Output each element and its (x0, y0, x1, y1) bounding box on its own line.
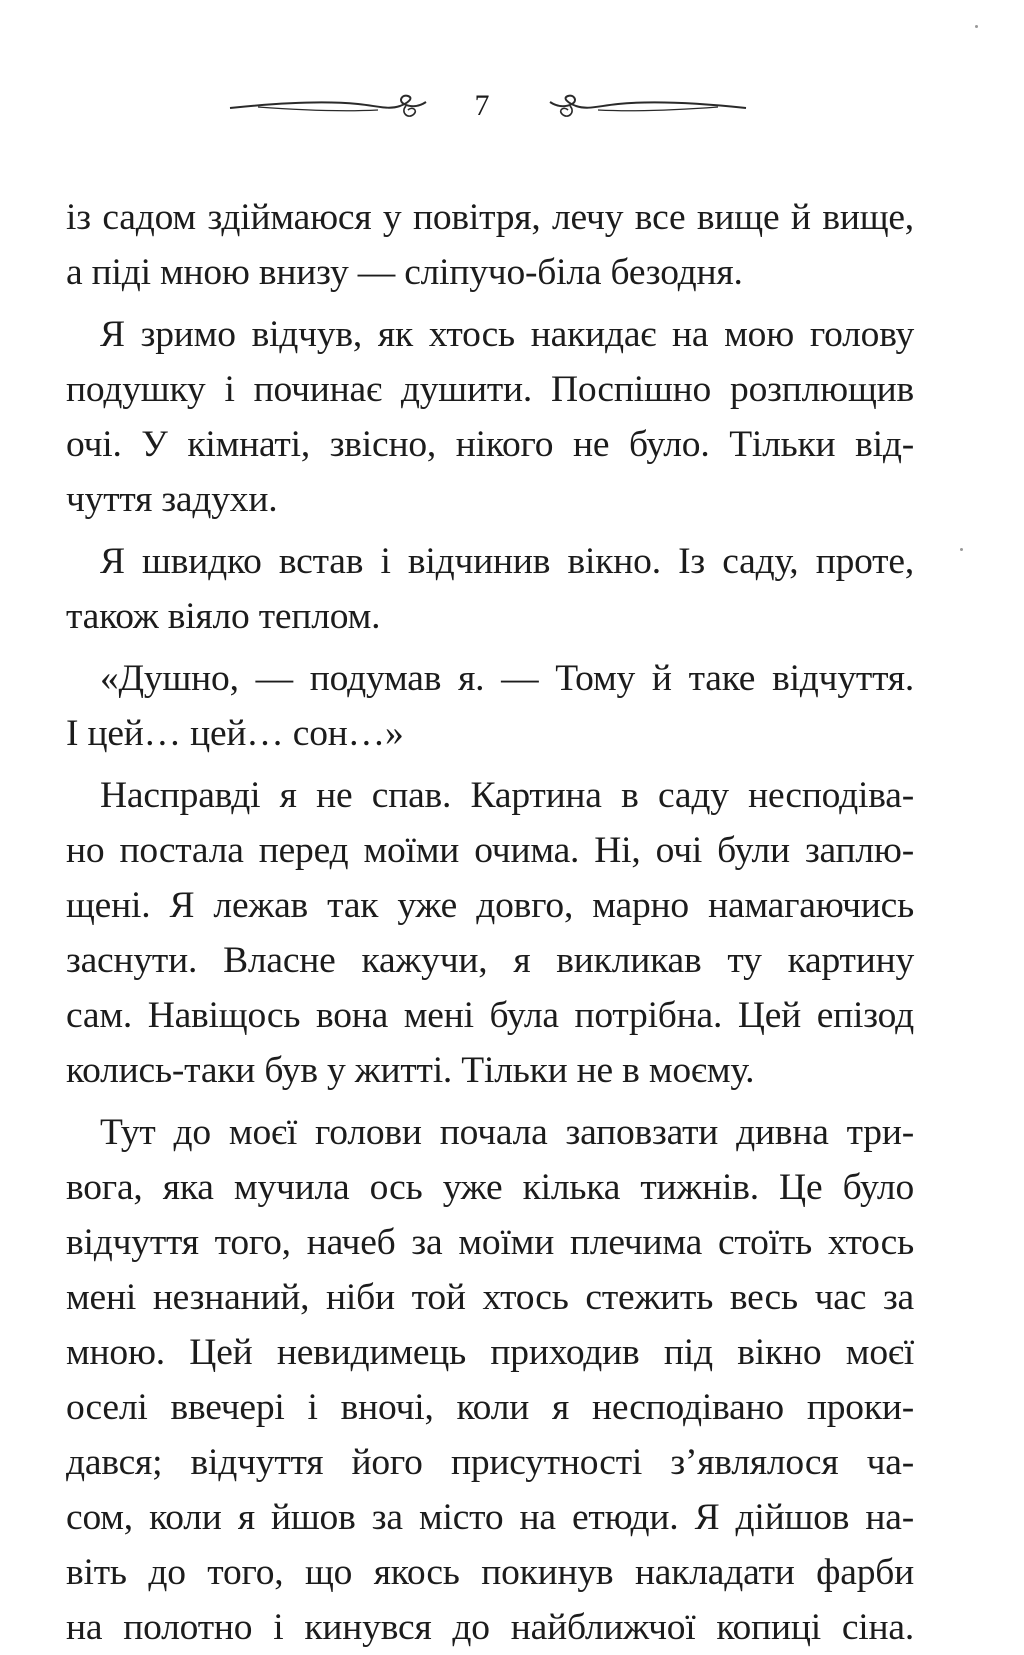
text-line: Насправді я не спав. Картина в саду несподіва- (100, 775, 914, 816)
paper-speck (975, 25, 978, 28)
text-line: І цей… цей… сон…» (66, 713, 404, 754)
paragraph (66, 190, 914, 300)
text-line: також віяло теплом. (66, 596, 381, 637)
running-header (0, 78, 1024, 138)
page-number: 7 (474, 89, 490, 122)
paragraph (66, 651, 914, 761)
paragraph (66, 534, 914, 644)
text-line: Тут до моєї голови почала заповзати дивна три- (100, 1112, 914, 1153)
paragraph (66, 1105, 914, 1655)
text-line: заснути. Власне кажучи, я викликав ту картину (66, 940, 914, 981)
text-line: мені незнаний, ніби той хтось стежить весь час за (66, 1277, 914, 1318)
text-line: а піді мною внизу — сліпучо-біла безодня. (66, 252, 743, 293)
text-line: сом, коли я йшов за місто на етюди. Я дійшов на- (66, 1497, 914, 1538)
text-line: оселі ввечері і вночі, коли я несподівано проки- (66, 1387, 914, 1428)
text-line: мною. Цей невидимець приходив під вікно моєї (66, 1332, 914, 1373)
text-line: колись-таки був у житті. Тільки не в моєму. (66, 1050, 755, 1091)
text-line: на полотно і кинувся до найближчої копиці сіна. (66, 1607, 914, 1648)
text-line: із садом здіймаюся у повітря, лечу все вище й вище, (66, 197, 914, 238)
text-line: но постала перед моїми очима. Ні, очі були заплю- (66, 830, 914, 871)
paragraph (66, 307, 914, 527)
text-line: Я швидко встав і відчинив вікно. Із саду, проте, (100, 541, 914, 582)
text-line: чуття задухи. (66, 479, 278, 520)
flourish-ornament-right-icon (548, 92, 748, 122)
flourish-ornament-left-icon (228, 92, 428, 122)
paper-speck (960, 548, 963, 551)
text-line: подушку і починає душити. Поспішно розплющив (66, 369, 914, 410)
text-line: дався; відчуття його присутності з’являлося ча- (66, 1442, 914, 1483)
text-line: Я зримо відчув, як хтось накидає на мою голову (100, 314, 914, 355)
text-line: щені. Я лежав так уже довго, марно намагаючись (66, 885, 914, 926)
text-line: вога, яка мучила ось уже кілька тижнів. Це було (66, 1167, 914, 1208)
paragraph (66, 768, 914, 1098)
text-line: відчуття того, начеб за моїми плечима стоїть хтось (66, 1222, 914, 1263)
text-line: віть до того, що якось покинув накладати фарби (66, 1552, 914, 1593)
body-text (66, 190, 914, 1655)
text-line: сам. Навіщось вона мені була потрібна. Цей епізод (66, 995, 914, 1036)
text-line: «Душно, — подумав я. — Тому й таке відчуття. (100, 658, 914, 699)
text-line: очі. У кімнаті, звісно, нікого не було. Тільки від- (66, 424, 914, 465)
